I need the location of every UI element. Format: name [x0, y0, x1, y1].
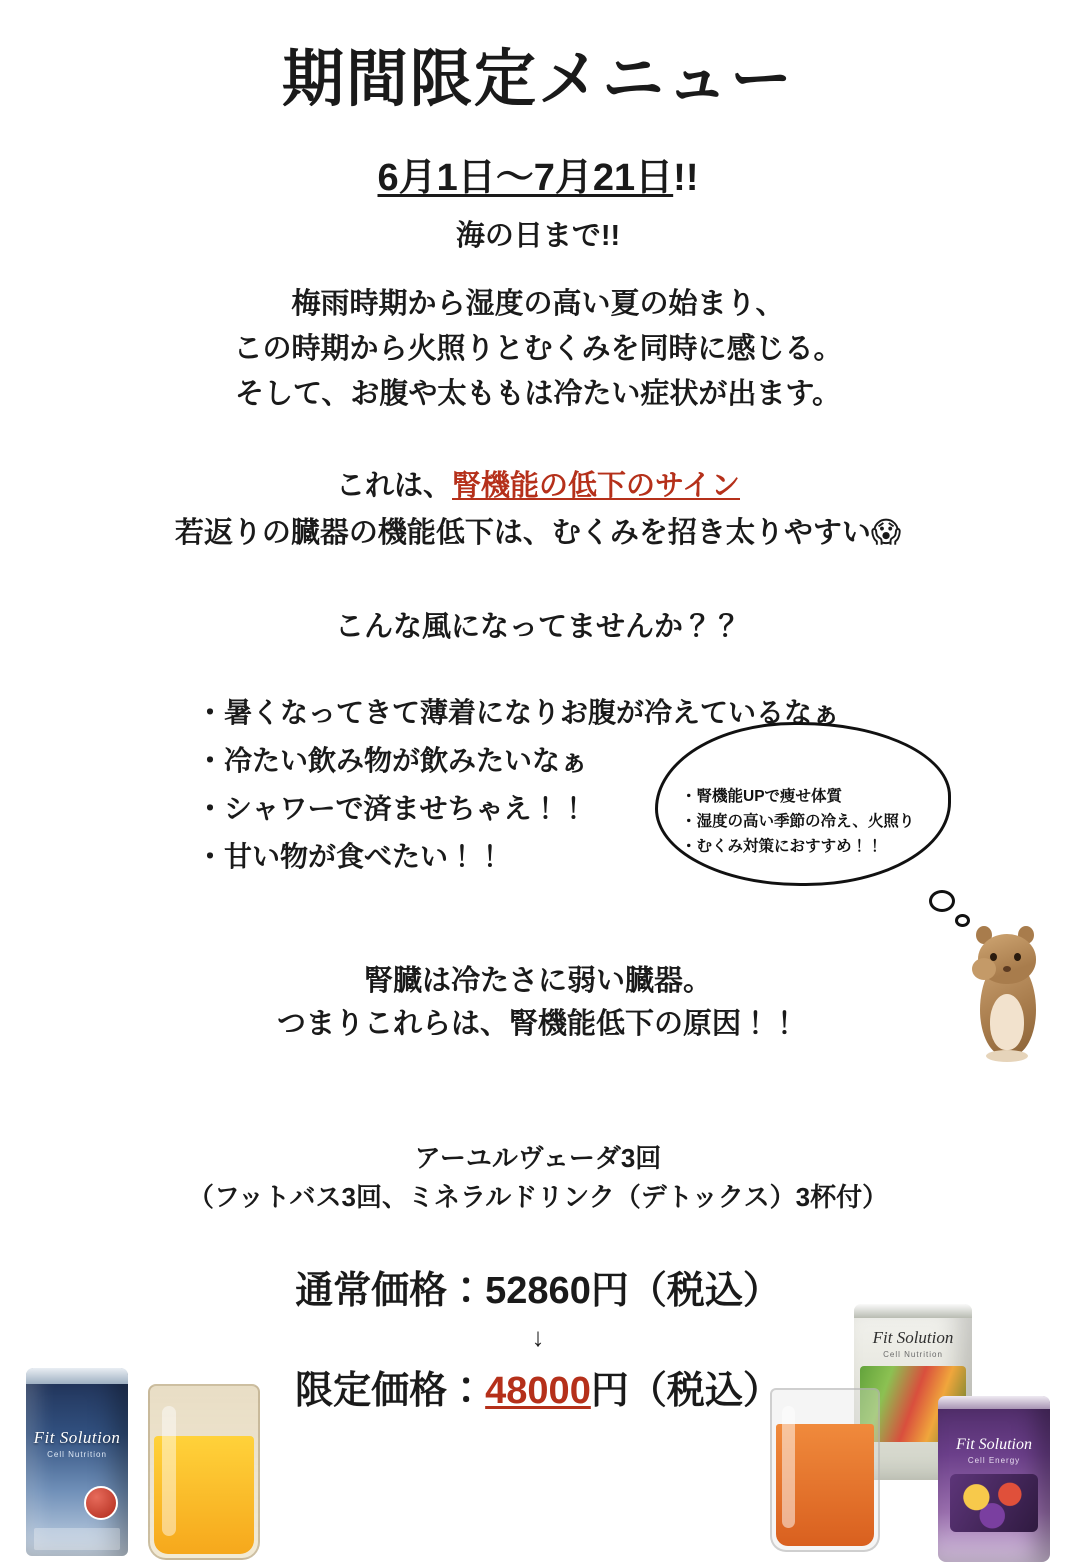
lead-paragraph	[0, 282, 1076, 417]
plan-description	[0, 1139, 1076, 1217]
closing-line-1: 腎臓は冷たさに弱い臓器。	[363, 964, 712, 997]
can-sub-label: Cell Nutrition	[47, 1450, 107, 1459]
can-brand-label: Fit Solution	[872, 1328, 954, 1347]
sign-highlight: 腎機能の低下のサイン	[452, 470, 740, 503]
speech-bubble-tail-large	[929, 890, 955, 912]
product-can-purple	[938, 1396, 1050, 1562]
page-title: 期間限定メニュー	[281, 45, 794, 114]
chipmunk-eye-right	[1014, 953, 1021, 961]
can-seal-icon	[84, 1486, 118, 1520]
list-item: ・暑くなってきて薄着になりお腹が冷えているなぁ	[196, 696, 841, 728]
glass-highlight	[162, 1406, 176, 1536]
scream-emoji: 😱	[870, 516, 902, 549]
bubble-line-2: ・湿度の高い季節の冷え、火照り	[681, 813, 915, 831]
plan-line-1: アーユルヴェーダ3回	[414, 1142, 662, 1173]
product-photo-right	[770, 1304, 1062, 1566]
period-dates: 6月1日〜7月21日	[377, 156, 674, 199]
glass-highlight	[782, 1406, 795, 1528]
closing-paragraph	[0, 960, 1076, 1047]
sign-text: 若返りの臓器の機能低下は、むくみを招き太りやすい	[174, 516, 871, 549]
can-lid	[938, 1396, 1050, 1409]
chipmunk-cheek	[972, 958, 996, 980]
lead-line-3: そして、お腹や太ももは冷たい症状が出ます。	[234, 378, 842, 411]
period-heading	[0, 156, 1076, 202]
lead-line-2: この時期から火照りとむくみを同時に感じる。	[233, 333, 843, 366]
sign-line-1	[0, 463, 1076, 509]
chipmunk-foot	[986, 1050, 1028, 1062]
lead-line-1: 梅雨時期から湿度の高い夏の始まり、	[291, 288, 785, 321]
special-price-suffix: 円（税込）	[590, 1369, 781, 1412]
list-item: ・冷たい飲み物が飲みたいなぁ	[196, 745, 589, 777]
can-lid	[854, 1304, 972, 1318]
sign-prefix: これは、	[336, 470, 453, 503]
speech-bubble	[655, 722, 955, 912]
chipmunk-eye-left	[990, 953, 997, 961]
period-exclaim: !!	[673, 156, 699, 199]
can-sub-label: Cell Energy	[967, 1456, 1021, 1465]
normal-price: 通常価格：52860円（税込）	[295, 1269, 781, 1312]
speech-bubble-text	[681, 784, 933, 859]
down-arrow-icon: ↓	[531, 1321, 545, 1352]
sign-line-2	[0, 510, 1076, 556]
bubble-line-1: ・腎機能UPで痩せ体質	[681, 788, 843, 805]
special-price-amount: 48000	[485, 1369, 591, 1412]
flyer-page	[0, 46, 1076, 1568]
can-sub-label: Cell Nutrition	[883, 1350, 943, 1359]
special-price-label: 限定価格：	[295, 1369, 486, 1412]
product-can-blue	[26, 1368, 128, 1556]
can-brand-label: Fit Solution	[33, 1428, 121, 1447]
list-item: ・シャワーで済ませちゃえ！！	[196, 793, 588, 825]
plan-line-2: （フットバス3回、ミネラルドリンク（デトックス）3杯付）	[187, 1181, 889, 1212]
subperiod-note: 海の日まで!!	[455, 220, 621, 253]
question-line: こんな風になってませんか？？	[334, 610, 741, 643]
chipmunk-nose	[1003, 966, 1011, 972]
glass-orange-drink	[770, 1388, 880, 1552]
can-fruit-artwork	[950, 1474, 1038, 1532]
list-item: ・甘い物が食べたい！！	[196, 841, 505, 873]
sign-block	[0, 463, 1076, 556]
bubble-line-3: ・むくみ対策におすすめ！！	[681, 838, 883, 856]
can-fineprint	[34, 1528, 120, 1550]
product-photo-left	[20, 1364, 270, 1564]
closing-line-2: つまりこれらは、腎機能低下の原因！！	[276, 1008, 799, 1041]
chipmunk-belly	[990, 994, 1024, 1050]
glass-yellow-drink	[148, 1384, 260, 1560]
can-lid	[26, 1368, 128, 1384]
chipmunk-image	[962, 908, 1060, 1066]
can-brand-label: Fit Solution	[956, 1436, 1032, 1453]
